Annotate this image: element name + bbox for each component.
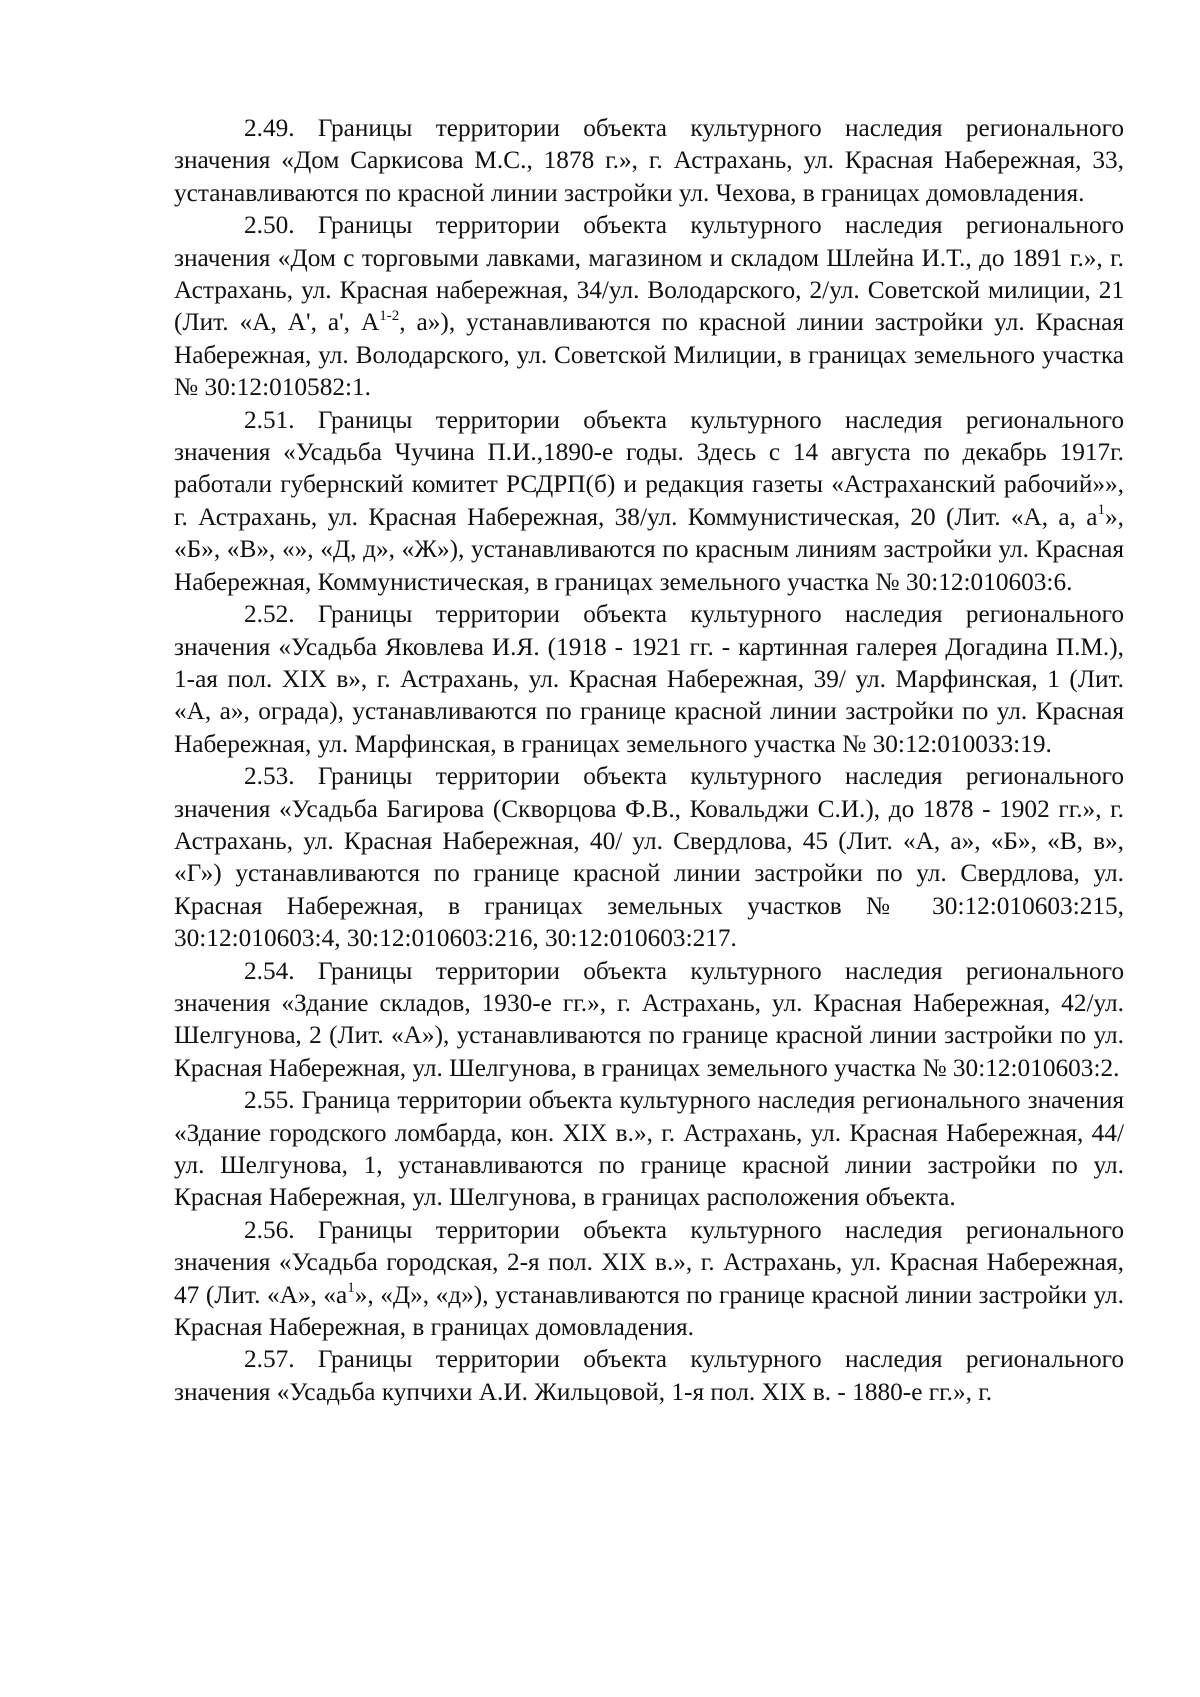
paragraph-2-56: 2.56. Границы территории объекта культурного наследия регионального значения «Усадьба городская, 2-я пол. XIX в.», г. Астрахань, ул. Красная Набережная, 47 (Лит. «А», «$а^1$», «Д», «д»), устанавливаются по границе красной линии застройки ул. Красная Набережная, в границах домовладения. — [174, 1215, 1124, 1342]
paragraph-2-54: 2.54. Границы территории объекта культурного наследия регионального значения «Здание складов, 1930-е гг.», г. Астрахань, ул. Красная Набережная, 42/ул. Шелгунова, 2 (Лит. «А»), устанавливаются по границе красной линии застройки по ул. Красная Набережная, ул. Шелгунова, в границах земельного участка № 30:12:010603:2. — [174, 956, 1124, 1082]
paragraph-2-51: 2.51. Границы территории объекта культурного наследия регионального значения «Усадьба Чучина П.И.,1890-е годы. Здесь с 14 августа по декабрь 1917г. работали губернский комитет РСДРП(б) и редакция газеты «Астраханский рабочий»», г. Астрахань, ул. Красная Набережная, 38/ул. Коммунистическая, 20 (Лит. «А, а, $а^1$», «Б», «В», «», «Д, д», «Ж»), устанавливаются по красным линиям застройки ул. Красная Набережная, Коммунистическая, в границах земельного участка № 30:12:010603:6. — [174, 405, 1124, 596]
superscript: 1 — [347, 1280, 355, 1297]
paragraph-2-53: 2.53. Границы территории объекта культурного наследия регионального значения «Усадьба Багирова (Скворцова Ф.В., Ковальджи С.И.), до 1878 - 1902 гг.», г. Астрахань, ул. Красная Набережная, 40/ ул. Свердлова, 45 (Лит. «А, а», «Б», «В, в», «Г») устанавливаются по границе красной линии застройки по ул. Свердлова, ул. Красная Набережная, в границах земельных участков № 30:12:010603:215, 30:12:010603:4, 30:12:010603:216, 30:12:010603:217. — [174, 762, 1124, 953]
document-page — [174, 112, 1124, 1408]
superscript: 1-2 — [379, 308, 400, 325]
paragraph-2-49: 2.49. Границы территории объекта культурного наследия регионального значения «Дом Саркисова М.С., 1878 г.», г. Астрахань, ул. Красная Набережная, 33, устанавливаются по красной линии застройки ул. Чехова, в границах домовладения. — [174, 114, 1124, 207]
superscript: 1 — [1097, 502, 1106, 519]
paragraph-2-50: 2.50. Границы территории объекта культурного наследия регионального значения «Дом с торговыми лавками, магазином и складом Шлейна И.Т., до 1891 г.», г. Астрахань, ул. Красная набережная, 34/ул. Володарского, 2/ул. Советской милиции, 21 (Лит. «А, А', а', $А^{1-2}$, а»), устанавливаются по красной линии застройки ул. Красная Набережная, ул. Володарского, ул. Советской Милиции, в границах земельного участка № 30:12:010582:1. — [174, 211, 1124, 402]
paragraph-2-55: 2.55. Граница территории объекта культурного наследия регионального значения «Здание городского ломбарда, кон. XIX в.», г. Астрахань, ул. Красная Набережная, 44/ул. Шелгунова, 1, устанавливаются по границе красной линии застройки по ул. Красная Набережная, ул. Шелгунова, в границах расположения объекта. — [174, 1086, 1124, 1212]
paragraph-2-57: 2.57. Границы территории объекта культурного наследия регионального значения «Усадьба купчихи А.И. Жильцовой, 1-я пол. XIX в. - 1880-е гг.», г. — [174, 1345, 1124, 1406]
paragraph-2-52: 2.52. Границы территории объекта культурного наследия регионального значения «Усадьба Яковлева И.Я. (1918 - 1921 гг. - картинная галерея Догадина П.М.), 1-ая пол. XIX в», г. Астрахань, ул. Красная Набережная, 39/ ул. Марфинская, 1 (Лит. «А, а», ограда), устанавливаются по границе красной линии застройки по ул. Красная Набережная, ул. Марфинская, в границах земельного участка № 30:12:010033:19. — [174, 600, 1124, 758]
